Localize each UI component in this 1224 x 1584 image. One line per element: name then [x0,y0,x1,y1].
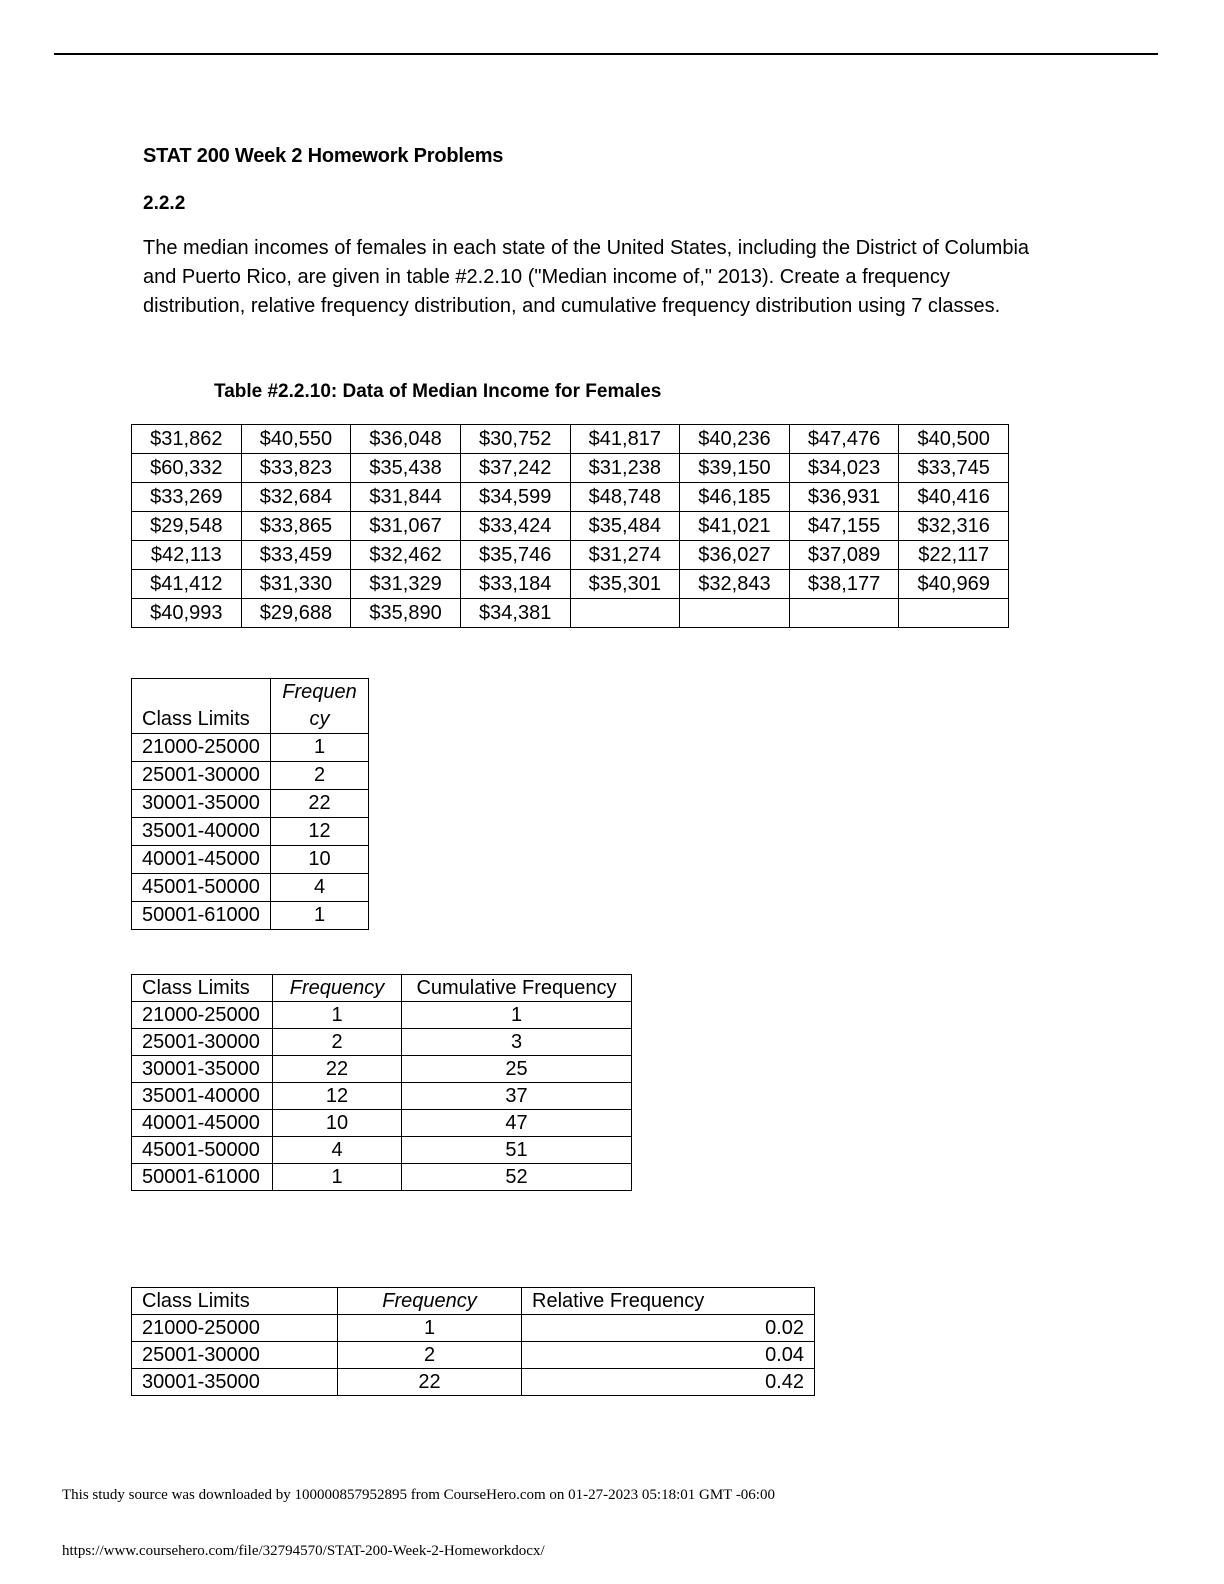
table-cell [570,599,680,628]
table-cell: $40,993 [132,599,242,628]
table-row [132,762,369,790]
table-cell: $37,242 [460,454,570,483]
table-cell: $40,969 [899,570,1009,599]
table-cell: 3 [402,1029,632,1056]
table-header-row [132,1288,815,1315]
table-cell: $33,184 [460,570,570,599]
table-cell: $30,752 [460,425,570,454]
table-header-row [132,975,632,1002]
document-title: STAT 200 Week 2 Homework Problems [143,145,504,167]
table-cell: $22,117 [899,541,1009,570]
table-cell: 10 [273,1110,402,1137]
table-row [132,734,369,762]
table-cell: $35,484 [570,512,680,541]
table-row [132,1369,815,1396]
header-relative-frequency: Relative Frequency [522,1288,815,1315]
table-cell: 40001-45000 [132,846,271,874]
table-cell [680,599,790,628]
table-cell: $31,844 [351,483,461,512]
table-cell: $33,745 [899,454,1009,483]
table-cell: 47 [402,1110,632,1137]
table-row [132,902,369,930]
header-frequency: Frequen cy [271,679,369,734]
table-cell: 25001-30000 [132,1029,273,1056]
footer-url: https://www.coursehero.com/file/32794570/STAT-200-Week-2-Homeworkdocx/ [62,1543,545,1559]
table-cell: 22 [338,1369,522,1396]
table-cell: $40,550 [241,425,351,454]
problem-text: The median incomes of females in each state of the United States, including the District of Columbia and Puerto Rico, are given in table #2.2.10 ("Median income of," 2013). Create a frequency distribution, relative frequency distribution, and cumulative frequency distribution using 7 classes. [143,237,1030,317]
table-cell: $37,089 [789,541,899,570]
table-cell: 2 [273,1029,402,1056]
table-cell [789,599,899,628]
table-cell: 0.04 [522,1342,815,1369]
table-cell: $31,067 [351,512,461,541]
table-cell: 1 [402,1002,632,1029]
header-frequency: Frequency [273,975,402,1002]
table-cell: 10 [271,846,369,874]
table-row [132,599,1009,628]
table-row [132,1083,632,1110]
table-cell: 30001-35000 [132,790,271,818]
table-cell: 25 [402,1056,632,1083]
table-row [132,1315,815,1342]
table-cell [899,599,1009,628]
table-cell: 35001-40000 [132,818,271,846]
table-cell: 12 [273,1083,402,1110]
table-cell: $40,236 [680,425,790,454]
table-cell: $33,459 [241,541,351,570]
table-cell: $31,238 [570,454,680,483]
table-cell: $38,177 [789,570,899,599]
table-row [132,874,369,902]
table-cell: 25001-30000 [132,762,271,790]
table-cell: $29,548 [132,512,242,541]
table-cell: 1 [271,734,369,762]
table-cell: $34,023 [789,454,899,483]
table-cell: 2 [271,762,369,790]
table-cell: $32,462 [351,541,461,570]
table-cell: $33,269 [132,483,242,512]
table-cell: $34,381 [460,599,570,628]
table-cell: 1 [338,1315,522,1342]
table-cell: 0.42 [522,1369,815,1396]
table-cell: 22 [271,790,369,818]
table-cell: $33,424 [460,512,570,541]
relative-frequency-table [131,1287,815,1396]
footer-source-note: This study source was downloaded by 100000857952895 from CourseHero.com on 01-27-2023 05:18:01 GMT -06:00 [62,1487,775,1503]
table-cell: 30001-35000 [132,1369,338,1396]
header-class-limits: Class Limits [132,679,271,734]
cumulative-frequency-table [131,974,632,1191]
table-cell: $36,048 [351,425,461,454]
table-cell: 21000-25000 [132,1315,338,1342]
table-cell: $41,817 [570,425,680,454]
table-cell: $47,155 [789,512,899,541]
table-cell: $31,274 [570,541,680,570]
table-cell: 22 [273,1056,402,1083]
table-cell: 45001-50000 [132,874,271,902]
table-cell: $36,931 [789,483,899,512]
table-cell: 0.02 [522,1315,815,1342]
table-caption: Table #2.2.10: Data of Median Income for Females [214,381,662,402]
table-row [132,1164,632,1191]
header-cumulative-frequency: Cumulative Frequency [402,975,632,1002]
table-cell: 50001-61000 [132,1164,273,1191]
table-cell: $39,150 [680,454,790,483]
table-cell: 1 [273,1164,402,1191]
table-cell: $31,329 [351,570,461,599]
table-cell: 4 [271,874,369,902]
table-cell: 25001-30000 [132,1342,338,1369]
table-cell: $32,316 [899,512,1009,541]
table-row [132,483,1009,512]
table-cell: $32,684 [241,483,351,512]
table-cell: 52 [402,1164,632,1191]
table-header-row [132,679,369,734]
table-cell: $35,438 [351,454,461,483]
table-cell: $33,865 [241,512,351,541]
table-row [132,512,1009,541]
table-cell: $29,688 [241,599,351,628]
table-cell: 4 [273,1137,402,1164]
table-row [132,1029,632,1056]
income-data-table [131,424,1009,628]
table-cell: 12 [271,818,369,846]
table-cell: 1 [271,902,369,930]
header-class-limits: Class Limits [132,1288,338,1315]
table-row [132,425,1009,454]
table-cell: $41,412 [132,570,242,599]
table-cell: 51 [402,1137,632,1164]
table-row [132,818,369,846]
table-cell: $36,027 [680,541,790,570]
table-row [132,1110,632,1137]
header-rule [54,53,1158,55]
table-cell: 21000-25000 [132,734,271,762]
table-row [132,570,1009,599]
table-cell: $35,301 [570,570,680,599]
table-row [132,541,1009,570]
table-cell: $41,021 [680,512,790,541]
table-cell: $47,476 [789,425,899,454]
header-class-limits: Class Limits [132,975,273,1002]
table-cell: $33,823 [241,454,351,483]
frequency-table [131,678,369,930]
table-cell: $48,748 [570,483,680,512]
table-row [132,1137,632,1164]
table-cell: 40001-45000 [132,1110,273,1137]
table-cell: 2 [338,1342,522,1369]
table-cell: $60,332 [132,454,242,483]
table-cell: 45001-50000 [132,1137,273,1164]
table-cell: $35,890 [351,599,461,628]
table-cell: $34,599 [460,483,570,512]
table-row [132,846,369,874]
header-frequency: Frequency [338,1288,522,1315]
table-cell: 21000-25000 [132,1002,273,1029]
table-cell: $42,113 [132,541,242,570]
table-cell: 1 [273,1002,402,1029]
table-cell: $31,330 [241,570,351,599]
table-row [132,1342,815,1369]
table-row [132,1056,632,1083]
table-cell: 50001-61000 [132,902,271,930]
table-cell: $32,843 [680,570,790,599]
table-cell: $35,746 [460,541,570,570]
table-cell: 30001-35000 [132,1056,273,1083]
table-row [132,1002,632,1029]
table-cell: $31,862 [132,425,242,454]
table-cell: $40,416 [899,483,1009,512]
table-row [132,790,369,818]
table-cell: $40,500 [899,425,1009,454]
table-cell: 37 [402,1083,632,1110]
table-cell: $46,185 [680,483,790,512]
table-cell: 35001-40000 [132,1083,273,1110]
problem-number: 2.2.2 [143,193,186,214]
table-row [132,454,1009,483]
